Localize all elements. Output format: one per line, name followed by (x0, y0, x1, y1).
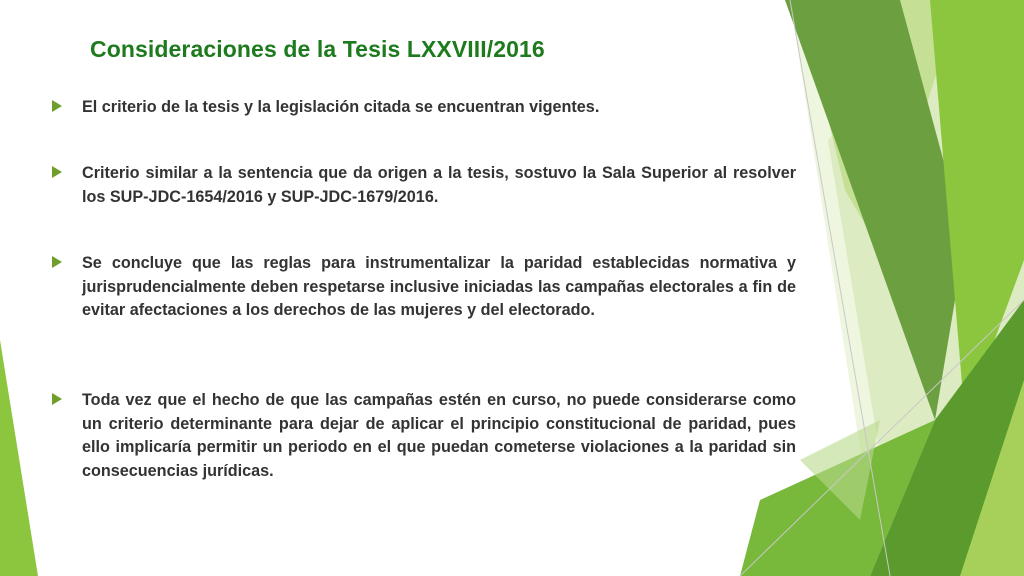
triangle-right-icon (52, 256, 62, 268)
bullet-text: Criterio similar a la sentencia que da origen a la tesis, sostuvo la Sala Superior al resolver los SUP-JDC-1654/2016 y SUP-JDC-1679/2016. (82, 164, 796, 206)
triangle-right-icon (52, 100, 62, 112)
bullet-text: Toda vez que el hecho de que las campañas estén en curso, no puede considerarse como un criterio determinante para dejar de aplicar el principio constitucional de paridad, pues ello implicaría permitir un periodo en el que puedan cometerse violaciones a la paridad sin consecuencias jurídicas. (82, 391, 796, 480)
triangle-right-icon (52, 166, 62, 178)
slide-title: Consideraciones de la Tesis LXXVIII/2016 (90, 36, 545, 62)
bullet-text: Se concluye que las reglas para instrumentalizar la paridad establecidas normativa y jurisprudencialmente deben respetarse inclusive iniciadas las campañas electorales a fin de evitar afectaciones a los derechos de las mujeres y del electorado. (82, 254, 796, 319)
bullet-text: El criterio de la tesis y la legislación citada se encuentran vigentes. (82, 98, 600, 116)
left-green-stripe (0, 340, 38, 576)
triangle-right-icon (52, 393, 62, 405)
